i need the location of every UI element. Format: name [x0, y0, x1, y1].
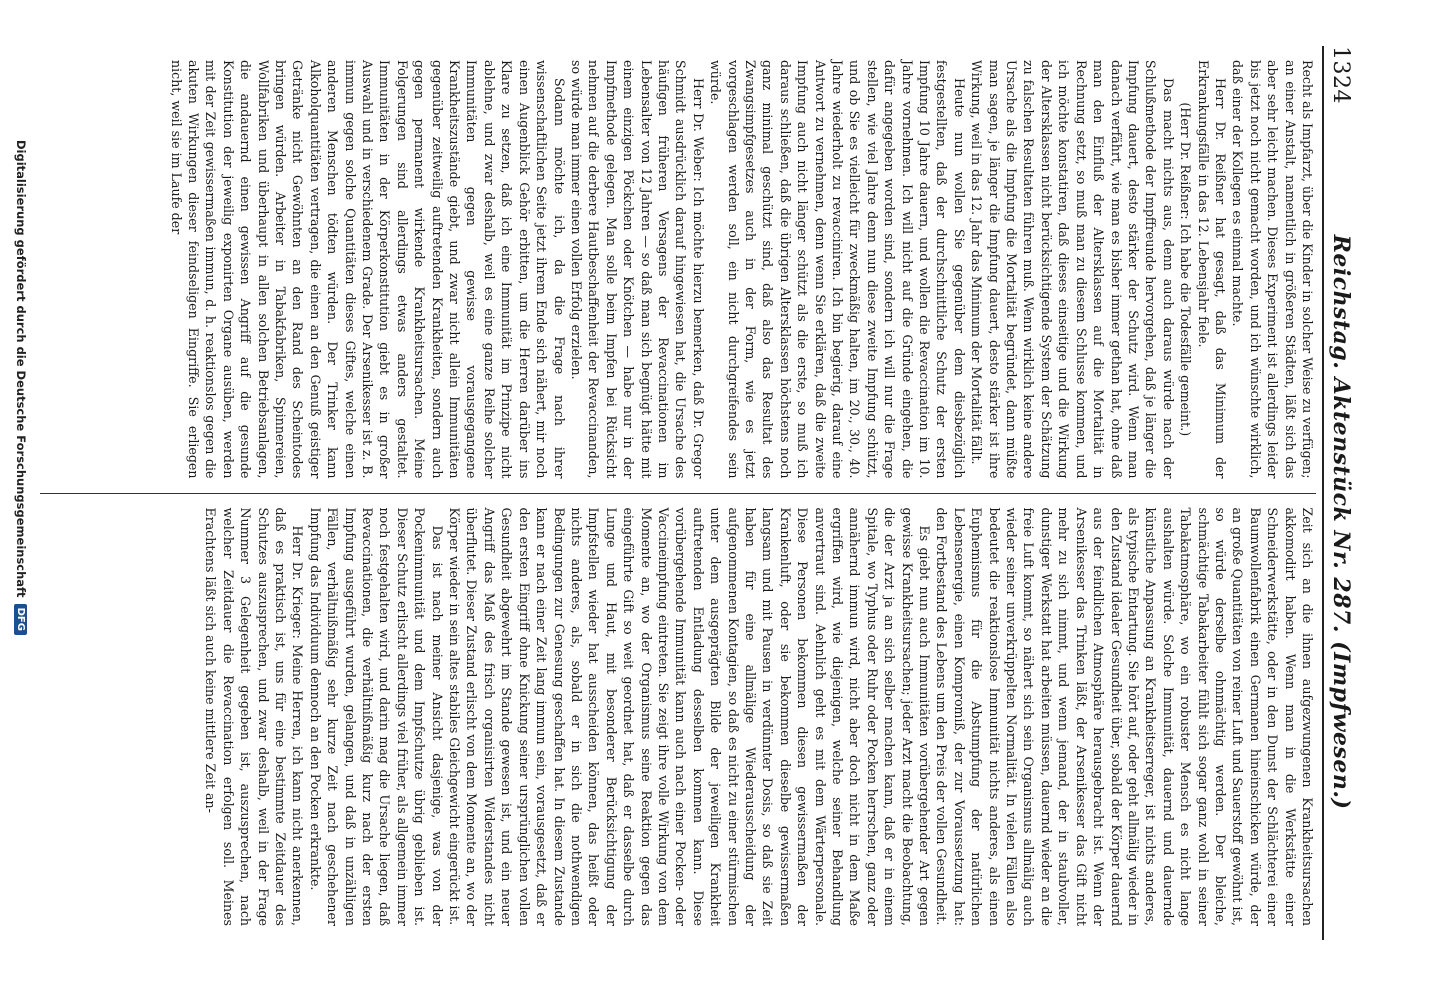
paragraph: Zeit sich an die ihnen aufgezwungenen Krankheitsursachen akkomodirt haben. Wenn man in die Werkstätte einer Schneiderwerkstätte, oder in den Dunst der Schlächterei einer Baumwollenfabrik einen Germanen hineinschicken würde, der an große Quantitäten von reiner Luft und Sauerstoff gewöhnt ist, so würde derselbe ohnmächtig werden. Der bleiche, schmächtige Tabakarbeiter fühlt sich sogar ganz wohl in seiner Tabakatmosphäre, wo ein robuster Mensch es nicht lange aushalten würde. Solche Immunität, dauernd und dauernde künstliche Anpassung an Krankheitserreger, ist nichts anderes, als typische Entartung. Sie hört auf, oder geht allmälig wieder in den Zustand idealer Gesundheit über, sobald der Körper dauernd aus der feindlichen Atmosphäre herausgebracht ist. Wenn der Arsenikesser das Trinken läßt, der Arsenikesser das Gift nicht mehr zu sich nimmt, und wenn jemand, der in staubvoller, dunstiger Werkstatt hat arbeiten müssen, dauernd wieder an die freie Luft kommt, so nähert sich sein Organismus allmälig auch wieder seiner unverkrüppelten Normalität. In vielen Fällen also bedeutet die reaktionslose Immunität nichts anderes, als einen Euphemismus für die Abstumpfung der natürlichen Lebensenergie, einen Kompromiß, der zur Voraussetzung hat: den Fortbestand des Lebens um den Preis der vollen Gesundheit.	[934, 507, 1315, 926]
paragraph: Es giebt nun auch Immunitäten vorübergehender Art gegen gewisse Krankheitsursachen; jeder Arzt macht die Beobachtung, die der Arzt ja an sich selber machen kann, daß er in einem Spitale, wo Typhus oder Ruhr oder Pocken herrschen, ganz oder annähernd immun wird, nicht aber doch nicht in dem Maße ergriffen wird, wie diejenigen, welche seiner Behandlung anvertraut sind. Aehnlich geht es mit dem Wärterpersonale. Diese Personen bekommen diesen gewissermaßen der Krankenluft, oder sie bekommen dieselbe gewissermaßen langsam und mit Pausen in verdünnter Dosis, so daß sie Zeit haben für eine allmälige Wiederausscheidung der aufgenommenen Kontagien, so daß es nicht zu einer stürmischen unter dem ausgeprägten Bilde der jeweiligen Krankheit auftretenden Entladung desselben kommen kann. Diese vorübergehende Immunität kann auch nach einer Pocken- oder Vaccineimpfung eintreten. Sie zeigt ihre volle Wirkung von dem Momente an, wo der Organismus seine Reaktion gegen das eingeführte Gift so weit geordnet hat, daß er dasselbe durch Lunge und Haut, mit besonderer Berücksichtigung der Impfstellen wieder hat ausscheiden können, das heißt oder nichts anderes, als, sobald er in sich die nothwendigen Bedingungen zur Genesung geschaffen hat. In diesem Zustande kann er nach einer Zeit lang immun sein, vorausgesetzt, daß er den ersten Eingriff ohne Knickung seiner ursprünglichen vollen Gesundheit abgewehrt im Stande gewesen ist, und ein neuer Angriff das Maß des frisch organisirten Widerstandes nicht überflutet. Dieser Zustand erlischt von dem Momente an, wo der Körper wieder in sein altes stabiles Gleichgewicht eingerückt ist.	[447, 507, 933, 926]
digitization-credit	[14, 140, 28, 1000]
text-column-left	[40, 46, 1316, 493]
paragraph: Heute nun wollen Sie gegenüber dem diesbezüglich festgestellten, daß der durchschnittliche Schutz der ersten Impfung 10 Jahre dauern, und wollen die Revaccination im 10. Jahre vornehmen. Ich will nicht auf die Gründe eingehen, die dafür angegeben worden sind, sondern ich will nur die Frage stellen, wie viel Jahre denn nun diese zweite Impfung schützt, und ob Sie es vielleicht für zweckmäßig halten, im 20., 30., 40. Jahre wiederholt zu revacciniren. Ich bin begierig, darauf eine Antwort zu vernehmen, denn wenn Sie erklären, daß die zweite Impfung auch nicht länger schützt als die erste, so muß ich daraus schließen, daß die übrigen Altersklassen höchstens noch ganz minimal geschützt sind, daß also das Resultat des Zwangsimpfgesetzes auch in der Form, wie es jetzt vorgeschlagen werden soll, ein nicht durchgreifendes sein würde.	[708, 60, 967, 479]
paragraph: Herr Dr. Reißner hat gesagt, daß das Minimum der Erkrankungsfälle in das 12. Lebensjahr fiele.	[1195, 60, 1228, 479]
text-columns	[40, 46, 1316, 940]
paragraph: (Herr Dr. Reißner: Ich habe die Todesfälle gemeint.)	[1178, 102, 1194, 437]
dfg-logo: DFG	[15, 604, 28, 635]
paragraph: Herr Dr. Weber: Ich möchte hierzu bemerken, daß Dr. Gregor Schmidt ausdrücklich darauf hingewiesen hat, die Ursache des häufigen früheren Versagens der Revaccinationen im Lebensalter von 12 Jahren — so daß man sich begnügt hätte mit einem einzigen Pöckchen oder Knötchen — habe nur in der Impfmethode gelegen. Man solle beim Impfen bei Rücksicht nehmen auf die derbere Hautbeschaffenheit der Revaccinanden, so würde man immer einen vollen Erfolg erzielen.	[568, 60, 706, 479]
paragraph: Das macht nichts aus, denn auch daraus würde nach der Schlußmethode der Impffreunde hervorgehen, daß je länger die Impfung dauert, desto stärker der Schutz wird. Wenn man danach verfährt, wie man es bisher immer gethan hat, ohne daß man den Einfluß der Altersklassen auf die Mortalität in Rechnung setzt, so muß man zu diesem Schlusse kommen, und ich möchte konstatiren, daß dieses einseitige und die Wirkung der Altersklassen nicht berücksichtigende System der Schätzung zu falschen Resultaten führen muß. Wenn wirklich keine andere Ursache als die Impfung die Mortalität begründet, dann müßte man sagen, je länger die Impfung dauert, desto stärker ist ihre Wirkung, weil in das 12. Jahr das Minimum der Mortalität fällt.	[969, 60, 1176, 479]
paragraph: Sodann möchte ich, da die Frage nach ihrer wissenschaftlichen Seite jetzt ihrem Ende sich nähert, mir noch einen Augenblick Gehör erbitten, um die Herren darüber ins Klare zu setzen, daß ich eine Immunität im Prinzipe nicht ablehne, und zwar deshalb, weil es eine ganze Reihe solcher Immunitäten gegen gewisse vorausgegangene Krankheitszustände giebt, und zwar nicht allein Immunitäten gegenüber zeitweilig auftretenden Krankheiten, sondern auch gegen permanent wirkende Krankheitsursachen. Meine Folgerungen sind allerdings etwas anders gestaltet. Immunitäten in der Körperkonstitution giebt es in großer Auswahl und in verschiedenem Grade. Der Arsenikesser ist z. B. immun gegen solche Quantitäten dieses Giftes, welche einen anderen Menschen tödten würden. Der Trinker kann Alkoholquantitäten vertragen, die einen an den Genuß geistiger Getränke nicht Gewöhnten an den Rand des Scheintodes bringen würden. Arbeiter in Tabakfabriken, Spinnereien, Wollfabriken und überhaupt in allen solchen Betriebsanlagen, die andauernd einen gewissen Angriff auf die gesunde Konstitution der jeweilig exponirten Organe ausüben, werden mit der Zeit gewissermaßen immun, d. h. reaktionslos gegen die akuten Wirkungen dieser feindseligen Eingriffe. Sie erliegen nicht, weil sie im Laufe der	[168, 60, 567, 479]
page-header	[1322, 46, 1372, 940]
credit-text: Digitalisierung gefördert durch die Deutsche Forschungsgemeinschaft	[14, 140, 28, 598]
page-title: Reichstag. Aktenstück Nr. 287. (Impfwesen.)	[1328, 234, 1354, 810]
paragraph: Das ist nach meiner Ansicht dasjenige, was von der Pockenimmunität und dem Impfschutze übrig geblieben ist. Dieser Schutz erlischt allerdings viel früher, als allgemein immer noch festgehalten wird, und darin mag die Ursache liegen, daß Revaccinationen, die verhältnißmäßig kurz nach der ersten Impfung ausgeführt wurden, gelangen, und daß in unzähligen Fällen, verhältnißmäßig sehr kurze Zeit nach geschehener Impfung das Individuum dennoch an den Pocken erkrankte.	[307, 507, 445, 926]
paragraph: Herr Dr. Krieger: Meine Herren, ich kann nicht anerkennen, daß es praktisch ist, uns für eine bestimmte Zeitdauer des Schutzes auszusprechen, und zwar deshalb, weil in der Frage Nummer 3 Gelegenheit gegeben ist, auszusprechen, nach welcher Zeitdauer die Revaccination erfolgen soll. Meines Erachtens läßt sich auch keine mittlere Zeit an-	[203, 507, 306, 926]
page-number: 1324	[1328, 46, 1353, 104]
text-column-right	[40, 493, 1316, 941]
paragraph: Recht als Impfarzt, über die Kinder in solcher Weise zu verfügen; an einer Anstalt, namentlich in größeren Städten, läßt sich das aber sehr leicht machen. Dieses Experiment ist allerdings leider bis jetzt noch nicht gemacht worden, und ich wünschte wirklich, daß einer der Kollegen es einmal machte.	[1230, 60, 1315, 479]
